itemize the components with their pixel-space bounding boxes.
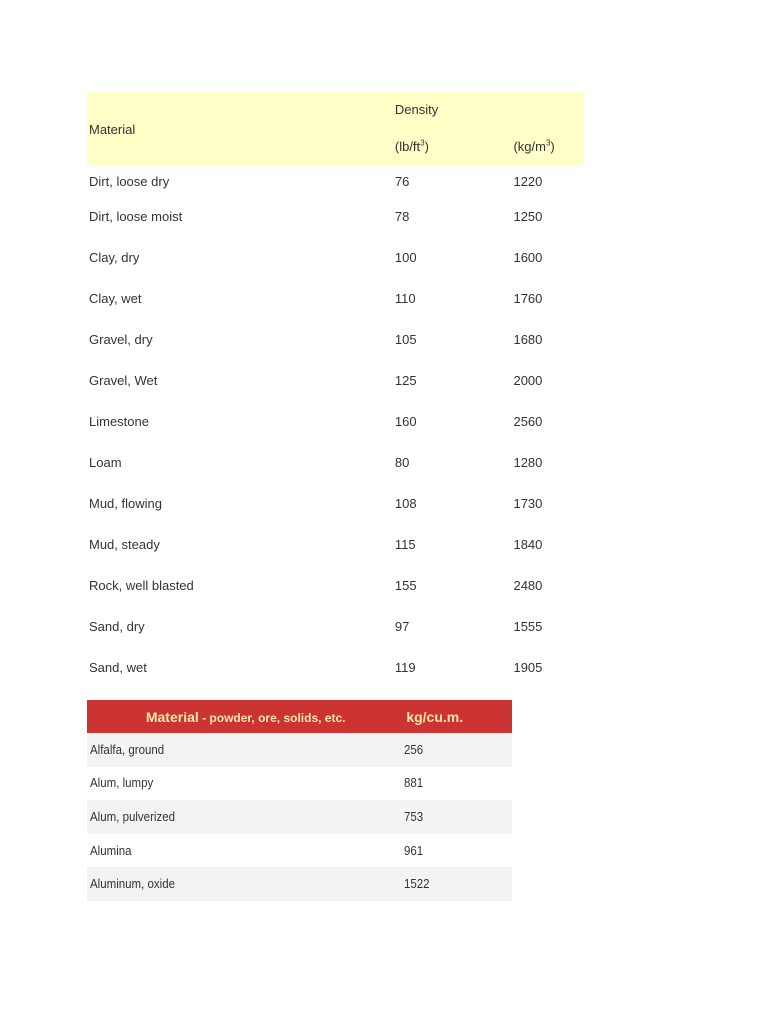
cell-kg: 1730 xyxy=(513,496,543,511)
cell-lb: 100 xyxy=(394,250,417,265)
cell-kg: 1250 xyxy=(513,209,543,224)
cell-lb: 76 xyxy=(394,173,410,189)
cell-kg: 2000 xyxy=(513,373,543,388)
cell-material: Sand, dry xyxy=(89,619,145,634)
cell-kg: 1555 xyxy=(513,619,543,634)
cell-lb: 97 xyxy=(394,619,410,634)
cell-material: Rock, well blasted xyxy=(89,578,194,593)
header-kg-cu-m: kg/cu.m. xyxy=(404,700,512,733)
cell-kg: 881 xyxy=(404,767,512,801)
header-material-powder xyxy=(87,700,404,733)
cell-lb: 125 xyxy=(394,373,417,388)
cell-material: Alum, lumpy xyxy=(87,767,404,801)
cell-kg: 961 xyxy=(404,834,512,868)
cell-material: Alfalfa, ground xyxy=(87,733,404,767)
cell-material: Alum, pulverized xyxy=(87,800,404,834)
cell-kg: 2560 xyxy=(513,414,543,429)
cell-lb: 155 xyxy=(394,578,417,593)
density-table-header-row xyxy=(87,92,584,126)
table-row xyxy=(87,442,584,483)
cell-kg: 1220 xyxy=(513,173,543,189)
cell-material: Limestone xyxy=(89,414,149,429)
cell-material: Dirt, loose dry xyxy=(89,173,170,189)
cell-material: Loam xyxy=(89,455,122,470)
cell-kg: 1760 xyxy=(513,291,543,306)
header-material-label: Material xyxy=(145,708,199,725)
table-row xyxy=(87,237,584,278)
table-row xyxy=(87,606,584,647)
table-row xyxy=(87,867,512,901)
cell-material: Sand, wet xyxy=(89,660,147,675)
cell-material: Clay, wet xyxy=(89,291,142,306)
cell-lb: 110 xyxy=(394,291,416,306)
cell-kg: 1280 xyxy=(513,455,543,470)
cell-material: Clay, dry xyxy=(89,250,140,265)
bulk-table-header-row xyxy=(87,700,512,733)
table-row xyxy=(87,278,584,319)
cell-material: Gravel, Wet xyxy=(89,373,158,388)
table-row xyxy=(87,360,584,401)
cell-kg: 1680 xyxy=(513,332,543,347)
bulk-density-table xyxy=(87,700,512,901)
cell-lb: 160 xyxy=(394,414,417,429)
cell-material: Aluminum, oxide xyxy=(87,867,404,901)
cell-lb: 119 xyxy=(394,660,416,675)
cell-material: Alumina xyxy=(87,834,404,868)
cell-material: Gravel, dry xyxy=(89,332,153,347)
header-unit-kg: $(kg/m^3)$ xyxy=(511,126,584,166)
cell-kg: 1905 xyxy=(513,660,543,675)
table-row xyxy=(87,565,584,606)
table-row xyxy=(87,647,584,688)
table-row xyxy=(87,166,584,196)
table-row xyxy=(87,733,512,767)
cell-kg: 1840 xyxy=(513,537,543,552)
table-row xyxy=(87,401,584,442)
cell-material: Mud, flowing xyxy=(89,496,162,511)
cell-kg: 256 xyxy=(404,733,512,767)
table-row xyxy=(87,196,584,237)
table-row xyxy=(87,524,584,565)
header-material-sublabel: - powder, ore, solids, etc. xyxy=(198,710,346,725)
density-table xyxy=(87,92,584,688)
cell-material: Mud, steady xyxy=(89,537,160,552)
cell-kg: 1600 xyxy=(513,250,543,265)
header-material: Material xyxy=(87,92,393,166)
header-unit-lb: $(lb/ft^3)$ xyxy=(393,126,512,166)
cell-lb: 78 xyxy=(394,209,410,224)
table-row xyxy=(87,767,512,801)
cell-lb: 80 xyxy=(394,455,410,470)
header-density: Density xyxy=(393,92,584,126)
cell-lb: 115 xyxy=(394,537,416,552)
cell-material: Dirt, loose moist xyxy=(89,209,183,224)
table-row xyxy=(87,834,512,868)
table-row xyxy=(87,800,512,834)
table-row xyxy=(87,483,584,524)
cell-kg: 1522 xyxy=(404,867,512,901)
table-row xyxy=(87,319,584,360)
cell-lb: 105 xyxy=(394,332,417,347)
cell-kg: 2480 xyxy=(513,578,543,593)
cell-lb: 108 xyxy=(394,496,417,511)
cell-kg: 753 xyxy=(404,800,512,834)
